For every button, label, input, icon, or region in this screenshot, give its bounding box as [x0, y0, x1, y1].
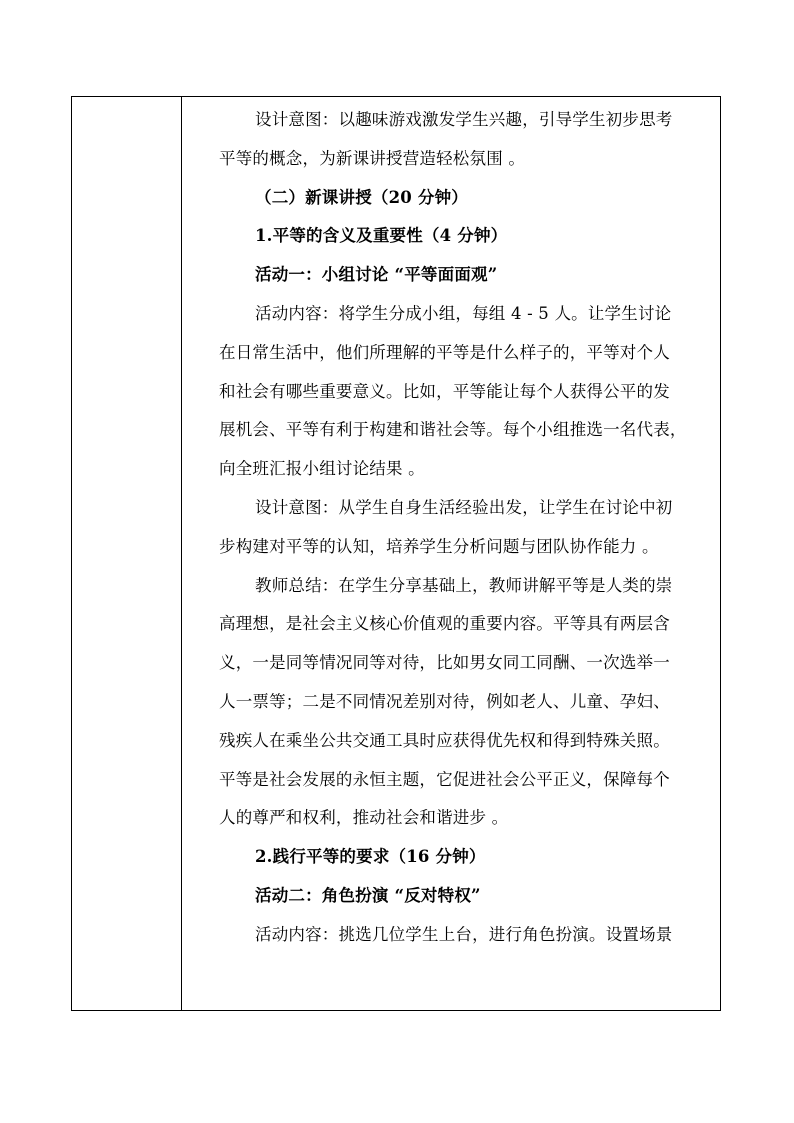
table-content-cell — [183, 97, 720, 1010]
subsection-heading: 2.践行平等的要求（16 分钟） — [255, 847, 486, 867]
activity-heading: 活动二：角色扮演 “反对特权” — [255, 885, 481, 905]
paragraph-line: 残疾人在乘坐公共交通工具时应获得优先权和得到特殊关照。 — [219, 730, 670, 750]
paragraph-line: 活动内容：将学生分成小组，每组 4 - 5 人。让学生讨论 — [255, 303, 672, 323]
paragraph-line: 活动内容：挑选几位学生上台，进行角色扮演。设置场景 — [255, 924, 673, 944]
paragraph-line: 高理想，是社会主义核心价值观的重要内容。平等具有两层含 — [219, 614, 670, 634]
lesson-table — [71, 96, 721, 1011]
paragraph-line: 在日常生活中，他们所理解的平等是什么样子的，平等对个人 — [219, 342, 670, 362]
paragraph-line: 向全班汇报小组讨论结果 。 — [219, 459, 425, 479]
paragraph-line: 义，一是同等情况同等对待，比如男女同工同酬、一次选举一 — [219, 653, 670, 673]
paragraph-line: 设计意图：以趣味游戏激发学生兴趣，引导学生初步思考 — [255, 110, 673, 129]
table-left-column — [72, 97, 182, 1010]
paragraph-line: 步构建对平等的认知，培养学生分析问题与团队协作能力 。 — [219, 536, 659, 556]
paragraph-line: 平等是社会发展的永恒主题，它促进社会公平正义，保障每个 — [219, 769, 670, 789]
paragraph-line: 设计意图：从学生自身生活经验出发，让学生在讨论中初 — [255, 497, 673, 517]
paragraph-line: 人一票等；二是不同情况差别对待，例如老人、儿童、孕妇、 — [219, 691, 670, 711]
paragraph-line: 人的尊严和权利，推动社会和谐进步 。 — [219, 808, 509, 828]
paragraph-line: 教师总结：在学生分享基础上，教师讲解平等是人类的崇 — [255, 575, 673, 595]
paragraph-line: 平等的概念，为新课讲授营造轻松氛围 。 — [219, 148, 526, 168]
subsection-heading: 1.平等的含义及重要性（4 分钟） — [255, 226, 508, 246]
activity-heading: 活动一：小组讨论 “平等面面观” — [255, 265, 498, 285]
section-heading: （二）新课讲授（20 分钟） — [255, 187, 469, 207]
paragraph-line: 展机会、平等有利于构建和谐社会等。每个小组推选一名代表， — [219, 420, 687, 440]
paragraph-line: 和社会有哪些重要意义。比如，平等能让每个人获得公平的发 — [219, 381, 670, 401]
